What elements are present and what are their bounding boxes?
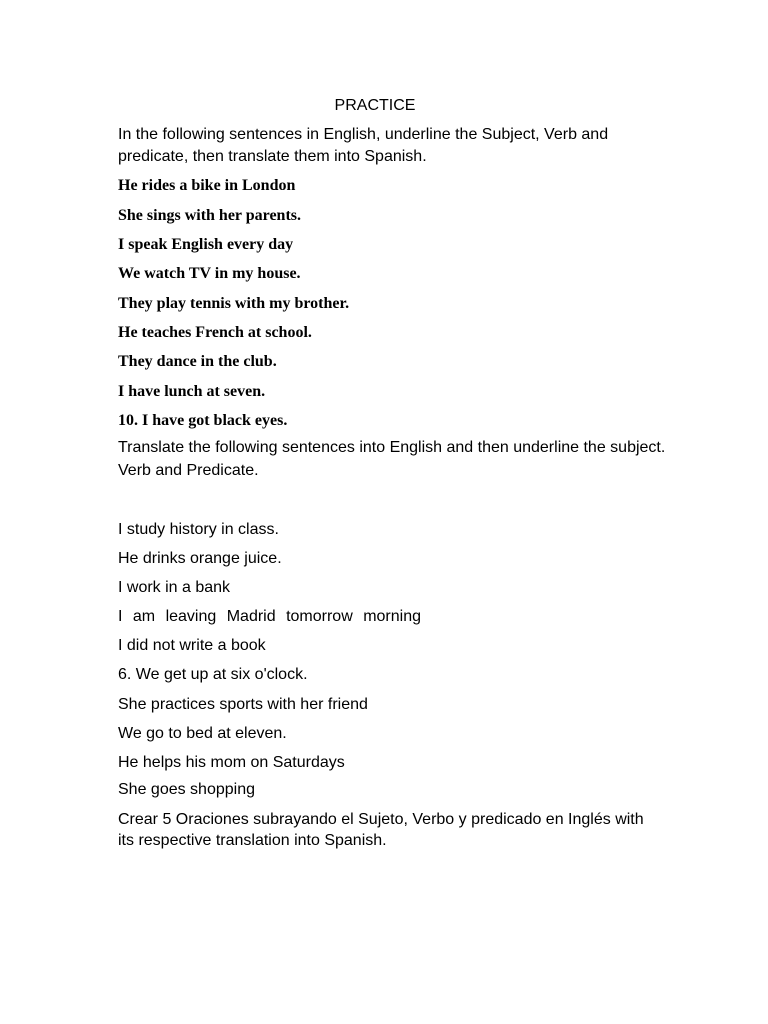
section1-item-7: They dance in the club. [118,353,277,370]
section3-instruction: Crear 5 Oraciones subrayando el Sujeto, Verbo y predicado en Inglés with its respective translation into Spanish. [118,811,644,849]
section2-instruction-line1: Translate the following sentences into English and then underline the subject. [118,439,666,456]
section1-instruction: In the following sentences in English, underline the Subject, Verb and predicate, then translate them into Spanish. [118,126,609,165]
section2-item-7: She practices sports with her friend [118,696,368,713]
section1-item-2: She sings with her parents. [118,207,301,224]
section1-item-8: I have lunch at seven. [118,383,266,400]
section2-item-4: I am leaving Madrid tomorrow morning [118,608,421,625]
section2-item-10: She goes shopping [118,781,255,798]
section2-item-3: I work in a bank [118,579,231,596]
section2-item-2: He drinks orange juice. [118,550,282,567]
section2-instruction-line2: Verb and Predicate. [118,462,259,479]
section2-item-5: I did not write a book [118,637,266,654]
page-title: PRACTICE [334,97,416,114]
section2-item-1: I study history in class. [118,521,279,538]
section1-item-3: I speak English every day [118,236,294,253]
section2-item-9: He helps his mom on Saturdays [118,754,345,771]
section1-item-1: He rides a bike in London [118,177,296,194]
section1-item-9: 10. I have got black eyes. [118,412,288,429]
section1-item-5: They play tennis with my brother. [118,295,350,312]
section1-item-4: We watch TV in my house. [118,265,301,282]
section2-item-8: We go to bed at eleven. [118,725,287,742]
section1-item-6: He teaches French at school. [118,324,312,341]
section2-item-6: 6. We get up at six o'clock. [118,666,308,683]
